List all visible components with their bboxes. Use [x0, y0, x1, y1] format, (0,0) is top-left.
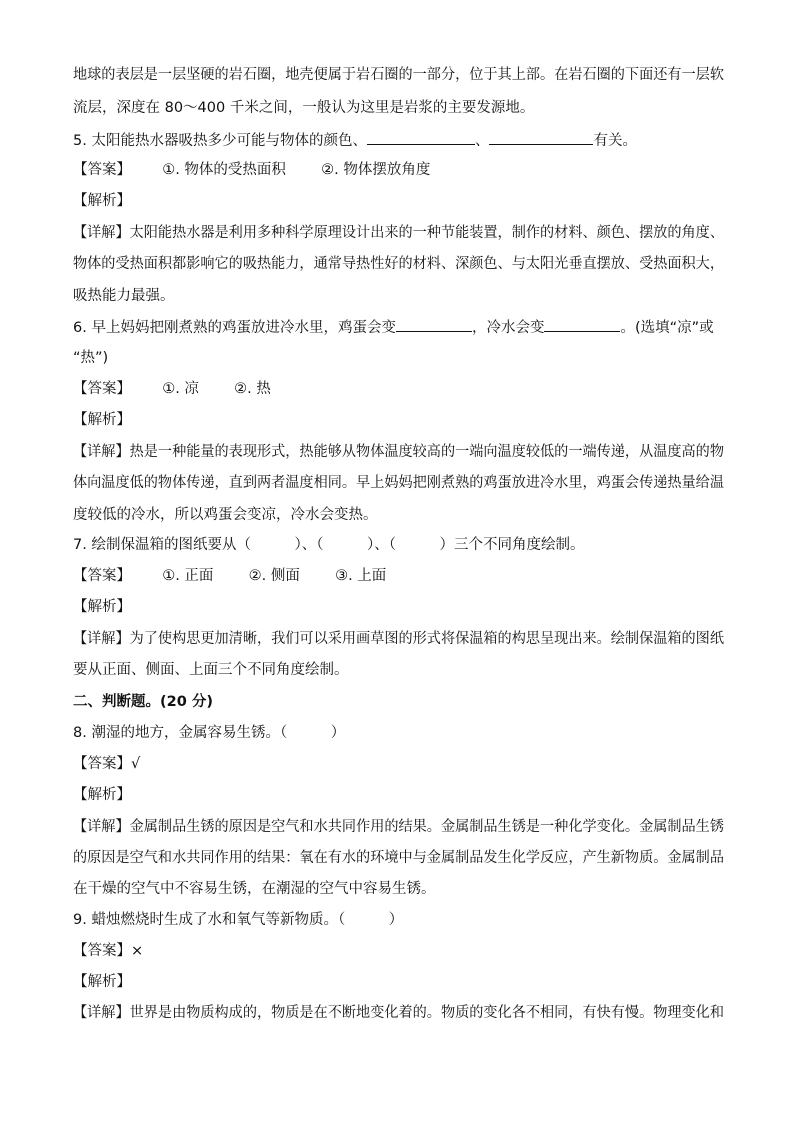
answer-option: ①. 凉 — [162, 381, 199, 397]
section-heading: 二、判断题。(20 分) — [73, 694, 213, 710]
detail-line: 【详解】为了使构思更加清晰，我们可以采用画草图的形式将保温箱的构思呈现出来。绘制保温箱的图纸 — [73, 631, 724, 647]
answer-option: ①. 物体的受热面积 — [162, 162, 286, 178]
analysis-label: 【解析】 — [73, 787, 131, 803]
detail-line: 体向温度低的物体传递，直到两者温度相同。早上妈妈把刚煮熟的鸡蛋放进冷水里，鸡蛋会传递热量给温 — [73, 475, 724, 491]
question-6-stem: 6. 早上妈妈把刚煮熟的鸡蛋放进冷水里，鸡蛋会变 — [73, 320, 396, 336]
answer-label: 【答案】 — [73, 381, 131, 397]
detail-line: 物体的受热面积都影响它的吸热能力，通常导热性好的材料、深颜色、与太阳光垂直摆放、受热面积大， — [73, 256, 724, 272]
answer-blank — [544, 317, 620, 332]
answer-row — [73, 379, 271, 399]
separator: 、 — [474, 133, 490, 149]
detail-line: 要从正面、侧面、上面三个不同角度绘制。 — [73, 662, 349, 678]
analysis-label: 【解析】 — [73, 974, 131, 990]
answer-option: ①. 正面 — [162, 568, 214, 584]
answer-option: ③. 上面 — [335, 568, 387, 584]
answer-row — [73, 566, 386, 586]
answer-label: 【答案】 — [73, 756, 131, 772]
answer-value: × — [131, 943, 144, 959]
answer-label: 【答案】 — [73, 943, 131, 959]
paragraph-line: 流层，深度在 80～400 千米之间，一般认为这里是岩浆的主要发源地。 — [73, 100, 535, 116]
answer-blank — [489, 130, 593, 145]
detail-line: 吸热能力最强。 — [73, 288, 175, 304]
analysis-label: 【解析】 — [73, 412, 131, 428]
question-5 — [73, 130, 637, 151]
question-8: 8. 潮湿的地方，金属容易生锈。（ ） — [73, 725, 346, 741]
detail-line: 在干燥的空气中不容易生锈，在潮湿的空气中容易生锈。 — [73, 881, 436, 897]
detail-line: 的原因是空气和水共同作用的结果：氧在有水的环境中与金属制品发生化学反应，产生新物质。金属制品 — [73, 850, 724, 866]
question-7: 7. 绘制保温箱的图纸要从（ ）、（ ）、（ ）三个不同角度绘制。 — [73, 537, 585, 553]
answer-option: ②. 热 — [234, 381, 271, 397]
detail-line: 【详解】热是一种能量的表现形式，热能够从物体温度较高的一端向温度较低的一端传递，从温度高的物 — [73, 444, 724, 460]
analysis-label: 【解析】 — [73, 599, 131, 615]
question-6 — [73, 317, 714, 338]
answer-blank — [367, 130, 475, 145]
answer-blank — [396, 317, 472, 332]
answer-label: 【答案】 — [73, 568, 131, 584]
question-6-stem-end: 。(选填“凉”或 — [620, 320, 714, 336]
question-5-stem-end: 有关。 — [593, 133, 637, 149]
paragraph-line: 地球的表层是一层坚硬的岩石圈，地壳便属于岩石圈的一部分，位于其上部。在岩石圈的下面还有一层软 — [73, 67, 724, 83]
answer-row — [73, 754, 140, 774]
answer-label: 【答案】 — [73, 162, 131, 178]
answer-row — [73, 941, 143, 961]
question-5-stem: 5. 太阳能热水器吸热多少可能与物体的颜色、 — [73, 133, 367, 149]
detail-line: 【详解】太阳能热水器是利用多种科学原理设计出来的一种节能装置，制作的材料、颜色、摆放的角度、 — [73, 225, 724, 241]
question-6-stem-cont: “热”) — [73, 350, 109, 366]
answer-option: ②. 侧面 — [248, 568, 300, 584]
detail-line: 【详解】金属制品生锈的原因是空气和水共同作用的结果。金属制品生锈是一种化学变化。金属制品生锈 — [73, 819, 724, 835]
question-6-stem-mid: ，冷水会变 — [471, 320, 545, 336]
answer-option: ②. 物体摆放角度 — [321, 162, 431, 178]
answer-row — [73, 160, 430, 180]
detail-line: 【详解】世界是由物质构成的，物质是在不断地变化着的。物质的变化各不相同，有快有慢。物理变化和 — [73, 1005, 724, 1021]
detail-line: 度较低的冷水，所以鸡蛋会变凉，冷水会变热。 — [73, 507, 378, 523]
analysis-label: 【解析】 — [73, 193, 131, 209]
answer-value: √ — [131, 756, 141, 772]
question-9: 9. 蜡烛燃烧时生成了水和氧气等新物质。（ ） — [73, 912, 404, 928]
